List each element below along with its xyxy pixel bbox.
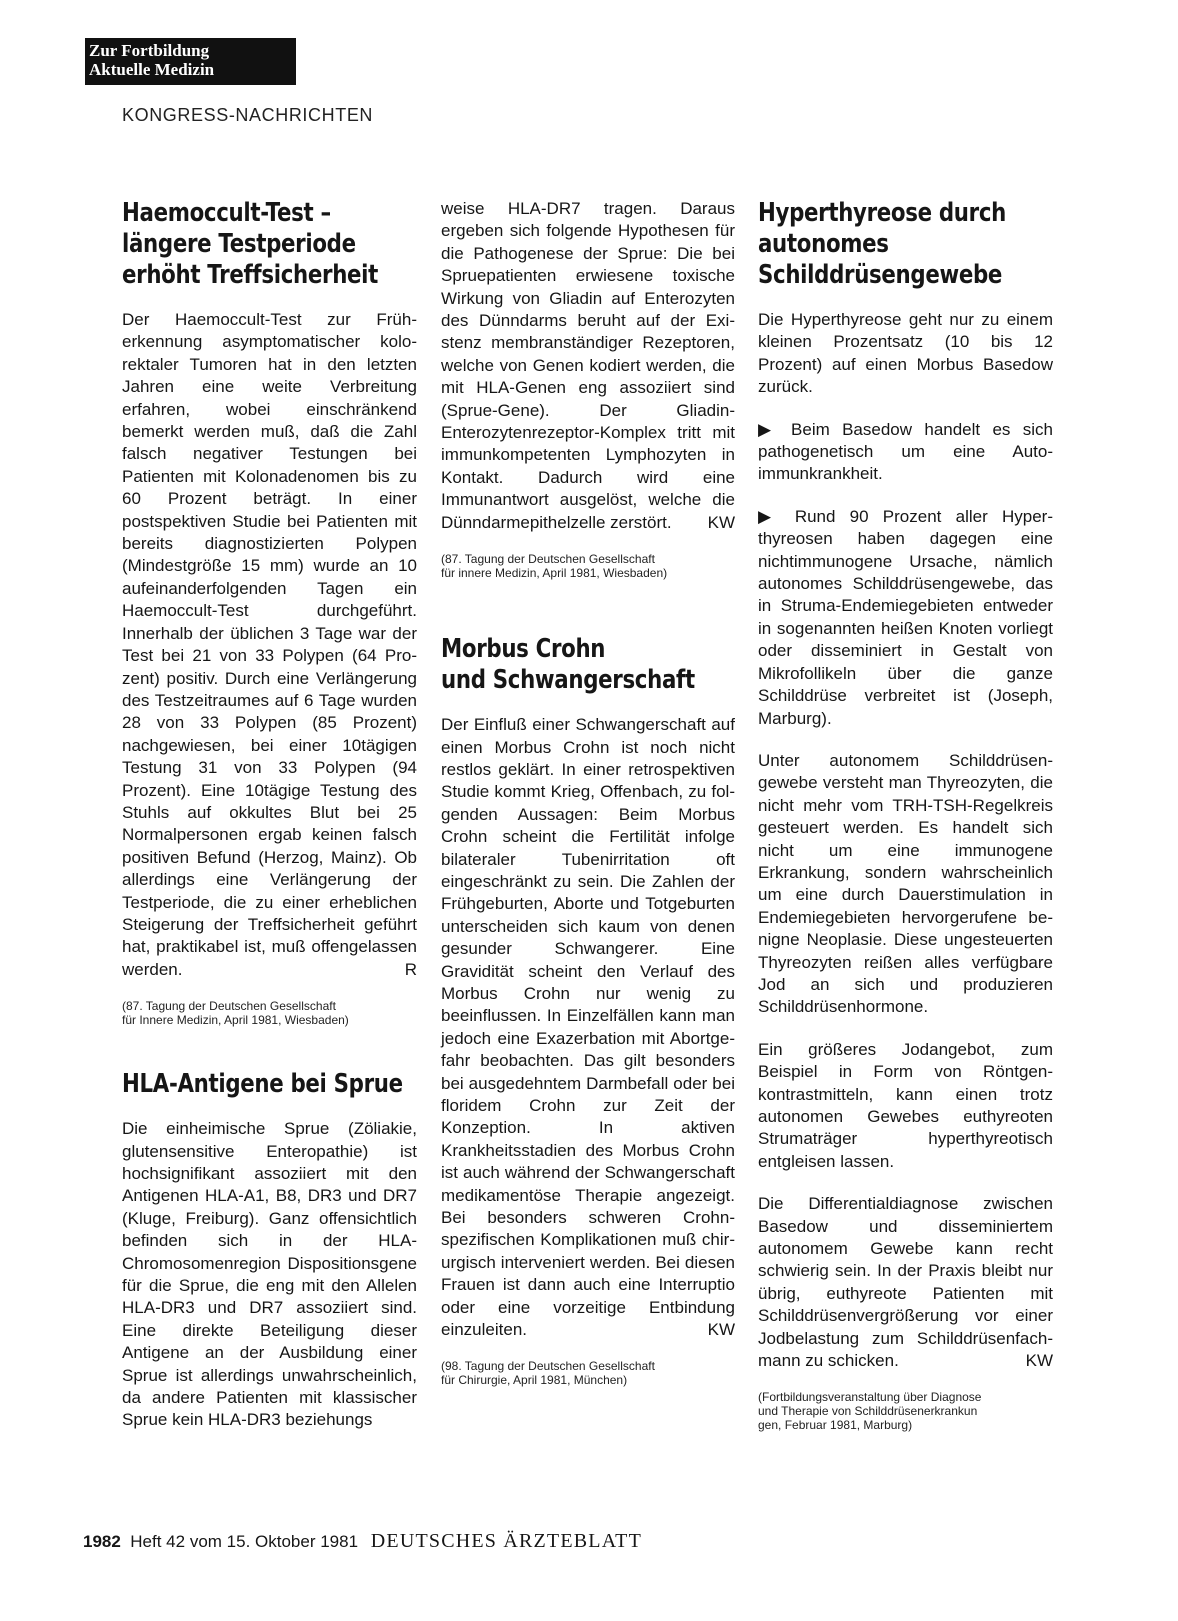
- headline-haemoccult: Haemoccult-Test – längere Testperiode erhöht Treffsicherheit: [122, 198, 379, 290]
- source-crohn: (98. Tagung der Deutschen Gesellschaft für Chirurgie, April 1981, München): [441, 1359, 655, 1388]
- column-2: [441, 198, 735, 1387]
- paragraph-1: Die Hyperthyreose geht nur zu einem kleinen Prozentsatz (10 bis 12 Prozent) auf einen Morbus Basedow zurück.: [758, 310, 1053, 397]
- headline-crohn: Morbus Crohn und Schwangerschaft: [441, 634, 695, 696]
- source-hla: (87. Tagung der Deutschen Gesellschaft für innere Medizin, April 1981, Wiesbaden): [441, 552, 668, 581]
- source-haemoccult: (87. Tagung der Deutschen Gesellschaft für Innere Medizin, April 1981, Wiesbaden): [122, 999, 349, 1028]
- column-1: [122, 198, 417, 1432]
- body-crohn: Der Einfluß einer Schwangerschaft auf einen Morbus Crohn ist noch nicht restlos geklärt. In einer retrospektiven Studie kommt Krieg, Offenbach, zu folgenden Aussagen: Beim Morbus Crohn scheint die Fertilität infolge bilateraler Tubenirritation oft eingeschränkt zu sein. Die Zahlen der Frühgeburten, Aborte und Totgeburten unterscheiden sich kaum von denen gesunder Schwangerer. Eine Gravidität scheint den Verlauf des Morbus Crohn nur wenig zu beeinflussen. In Einzelfällen kann man jedoch eine Exazerbation mit Abortgefahr beobachten. Das gilt besonders bei ausgedehntem Darmbefall oder bei floridem Crohn zur Zeit der Konzeption. In aktiven Krankheitsstadien des Morbus Crohn ist auch während der Schwangerschaft medikamentöse Therapie angezeigt. Bei besonders schweren Crohn-spezifischen Komplikationen muß chirurgisch interveniert werden. Bei diesen Frauen ist dann auch eine Interruptio oder eine vorzeitige Entbindung einzuleiten. KW: [441, 714, 735, 1341]
- source-hyperthyreose: (Fortbildungsveranstaltung über Diagnose und Therapie von Schilddrüsenerkrankun gen, Februar 1981, Marburg): [758, 1390, 982, 1433]
- journal-name: DEUTSCHES ÄRZTEBLATT: [370, 1530, 642, 1552]
- rubric-line-1: Zur Fortbildung: [89, 41, 210, 60]
- author-signature: KW: [707, 512, 735, 532]
- headline-hyperthyreose: Hyperthyreose durch autonomes Schilddrüsengewebe: [758, 198, 1006, 290]
- paragraph-6: Die Differentialdiagnose zwischen Basedow und disseminiertem autonomem Gewebe kann recht schwierig sein. In der Praxis bleibt nur übrig, euthyreote Patienten mit Schilddrüsenvergrößerung vor einer Jodbelastung zum Schilddrüsenfachmann zu schicken. KW: [758, 1193, 1053, 1372]
- paragraph-5: Ein größeres Jodangebot, zum Beispiel in Form von Röntgenkontrastmitteln, kann einen trotz autonomen Gewebes euthyreoten Strumaträger hyperthyreotisch entgleisen lassen.: [758, 1039, 1053, 1171]
- rubric-line-2: Aktuelle Medizin: [89, 60, 215, 79]
- paragraph-2: ▶ Beim Basedow handelt es sich pathogenetisch um eine Autoimmunkrankheit.: [758, 419, 1053, 484]
- body-hla-part-1: Die einheimische Sprue (Zöliakie, glutensensitive Enteropathie) ist hochsignifikant assoziiert mit den Antigenen HLA-A1, B8, DR3 und DR7 (Kluge, Freiburg). Ganz offensichtlich befinden sich in der HLA-Chromosomenregion Dispositionsgene für die Sprue, die eng mit den Allelen HLA-DR3 und DR7 assoziiert sind. Eine direkte Beteiligung dieser Antigene an der Ausbildung einer Sprue ist allerdings unwahrscheinlich, da andere Patienten mit klassischer Sprue kein HLA-DR3 beziehungs: [122, 1119, 417, 1430]
- paragraph-4: Unter autonomem Schilddrüsengewebe versteht man Thyreozyten, die nicht mehr vom TRH-TSH-Regelkreis gesteuert werden. Es handelt sich nicht um eine immunogene Erkrankung, sondern wahrscheinlich um eine durch Dauerstimulation in Endemiegebieten hervorgerufene benigne Neoplasie. Diese ungesteuerten Thyreozyten reißen alles verfügbare Jod an sich und produzieren Schilddrüsenhormone.: [758, 750, 1053, 1017]
- section-label: KONGRESS-NACHRICHTEN: [122, 105, 374, 125]
- author-signature: KW: [707, 1320, 735, 1340]
- headline-hla: HLA-Antigene bei Sprue: [122, 1069, 403, 1100]
- issue-info: Heft 42 vom 15. Oktober 1981: [130, 1532, 359, 1551]
- bullet-triangle-icon: ▶: [758, 419, 779, 439]
- page-footer: [83, 1530, 642, 1553]
- paragraph-3: ▶ Rund 90 Prozent aller Hyperthyreosen haben dagegen eine nichtimmunogene Ursache, nämlich autonomes Schilddrüsengewebe, das in Struma-Endemiegebieten entweder in sogenannten heißen Knoten vorliegt oder disseminiert in Gestalt von Mikrofollikeln über die ganze Schilddrüse verbreitet ist (Joseph, Marburg).: [758, 506, 1053, 728]
- page-number: 1982: [83, 1532, 121, 1551]
- author-signature: R: [404, 959, 417, 979]
- body-haemoccult: Der Haemoccult-Test zur Früherkennung asymptomatischer kolorektaler Tumoren hat in den letzten Jahren eine weite Verbreitung erfahren, wobei einschränkend bemerkt werden muß, daß die Zahl falsch negativer Testungen bei Patienten mit Kolonadenomen bis zu 60 Prozent beträgt. In einer postspektiven Studie bei Patienten mit bereits diagnostizierten Polypen (Mindestgröße 15 mm) wurde an 10 aufeinanderfolgenden Tagen ein Haemoccult-Test durchgeführt. Innerhalb der üblichen 3 Tage war der Test bei 21 von 33 Polypen (64 Prozent) positiv. Durch eine Verlängerung des Testzeitraumes auf 6 Tage wurden 28 von 33 Polypen (85 Prozent) nachgewiesen, bei einer 10tägigen Testung 31 von 33 Polypen (94 Prozent). Eine 10tägige Testung des Stuhls auf okkultes Blut bei 25 Normalpersonen ergab keinen falsch positiven Befund (Herzog, Mainz). Ob allerdings eine Verlängerung der Testperiode, die zu einer erheblichen Steigerung der Treffsicherheit geführt hat, praktikabel ist, muß offengelassen werden. R: [122, 309, 417, 981]
- rubric-badge: [85, 38, 296, 85]
- body-hla-part-2: weise HLA-DR7 tragen. Daraus ergeben sich folgende Hypothesen für die Pathogenese der Sprue: Die bei Spruepatienten erwiesene toxische Wirkung von Gliadin auf Enterozyten des Dünndarms beruht auf der Existenz membranständiger Rezeptoren, welche von Genen kodiert werden, die mit HLA-Genen eng assoziiert sind (Sprue-Gene). Der Gliadin-Enterozytenrezeptor-Komplex tritt mit immunkompetenten Lymphozyten in Kontakt. Dadurch wird eine Immunantwort ausgelöst, welche die Dünndarmepithelzelle zerstört. KW: [441, 198, 735, 534]
- bullet-triangle-icon: ▶: [758, 506, 781, 526]
- column-3: [758, 198, 1053, 1432]
- author-signature: KW: [1025, 1351, 1053, 1371]
